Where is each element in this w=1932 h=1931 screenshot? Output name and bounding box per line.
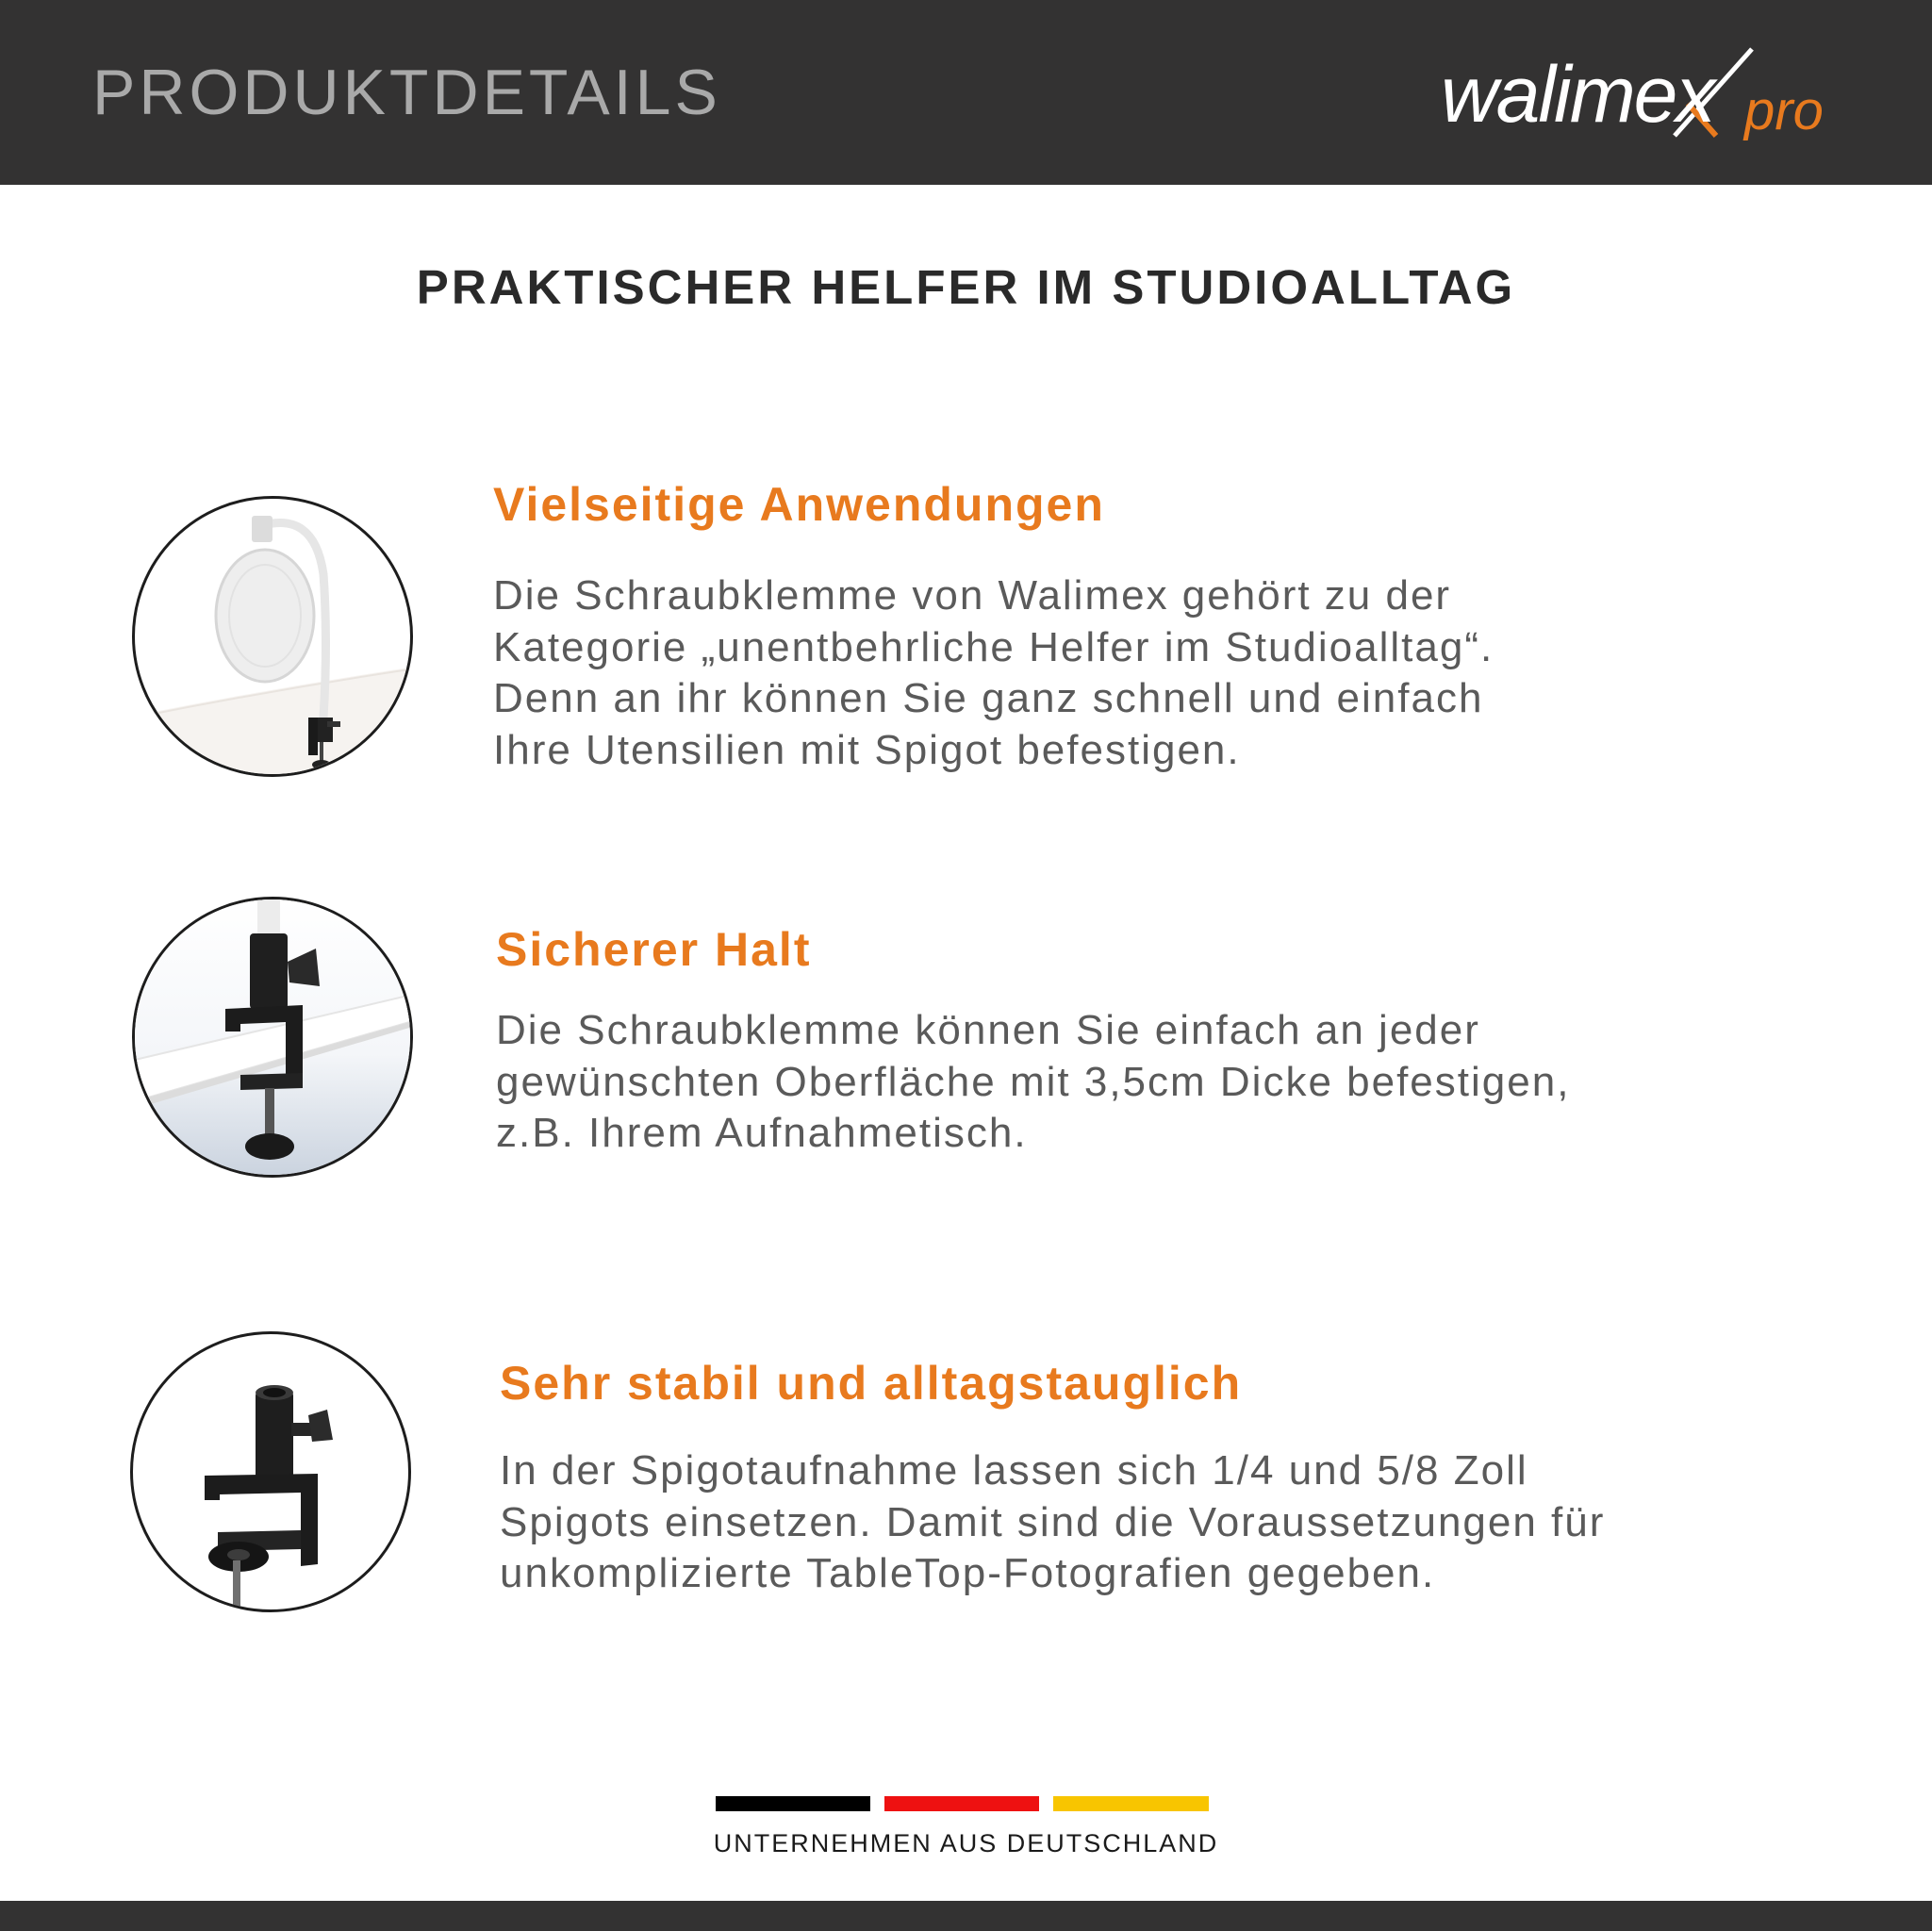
flag-stripe-red bbox=[884, 1796, 1039, 1811]
footer-bar bbox=[0, 1901, 1932, 1931]
walimex-pro-logo bbox=[1441, 43, 1846, 147]
feature-line: Spigots einsetzen. Damit sind die Voraussetzungen für bbox=[500, 1498, 1606, 1545]
feature-line: unkomplizierte TableTop-Fotografien gegeben. bbox=[500, 1550, 1436, 1596]
logo-brand-text: walimex bbox=[1441, 50, 1714, 139]
clamp-table-illustration bbox=[135, 899, 413, 1178]
feature-description bbox=[496, 1005, 1570, 1160]
feature-line: Kategorie „unentbehrliche Helfer im Studioalltag“. bbox=[493, 623, 1494, 670]
feature-description bbox=[500, 1445, 1605, 1600]
clamp-product-illustration bbox=[133, 1334, 411, 1612]
feature-heading: Vielseitige Anwendungen bbox=[493, 478, 1105, 531]
feature-line: gewünschten Oberfläche mit 3,5cm Dicke befestigen, bbox=[496, 1058, 1571, 1105]
feature-line: Die Schraubklemme können Sie einfach an jeder bbox=[496, 1007, 1480, 1053]
feature-description bbox=[493, 570, 1494, 776]
flag-stripe-black bbox=[716, 1796, 870, 1811]
feature-image-product bbox=[130, 1331, 411, 1612]
feature-image-reflector bbox=[132, 496, 413, 777]
feature-line: Die Schraubklemme von Walimex gehört zu der bbox=[493, 572, 1452, 619]
header-title: PRODUKTDETAILS bbox=[92, 57, 721, 128]
flag-stripe-gold bbox=[1053, 1796, 1209, 1811]
clamp-reflector-illustration bbox=[135, 499, 413, 777]
feature-heading: Sehr stabil und alltagstauglich bbox=[500, 1357, 1243, 1410]
feature-line: z.B. Ihrem Aufnahmetisch. bbox=[496, 1110, 1028, 1156]
feature-line: Denn an ihr können Sie ganz schnell und einfach bbox=[493, 675, 1484, 721]
feature-heading: Sicherer Halt bbox=[496, 923, 812, 976]
feature-image-table bbox=[132, 897, 413, 1178]
footer-tagline: UNTERNEHMEN AUS DEUTSCHLAND bbox=[713, 1829, 1219, 1857]
header-bar bbox=[0, 0, 1932, 185]
feature-line: Ihre Utensilien mit Spigot befestigen. bbox=[493, 726, 1241, 773]
feature-line: In der Spigotaufnahme lassen sich 1/4 und 5/8 Zoll bbox=[500, 1447, 1528, 1494]
page-title: PRAKTISCHER HELFER IM STUDIOALLTAG bbox=[416, 260, 1516, 314]
logo-suffix-text: pro bbox=[1744, 80, 1824, 141]
